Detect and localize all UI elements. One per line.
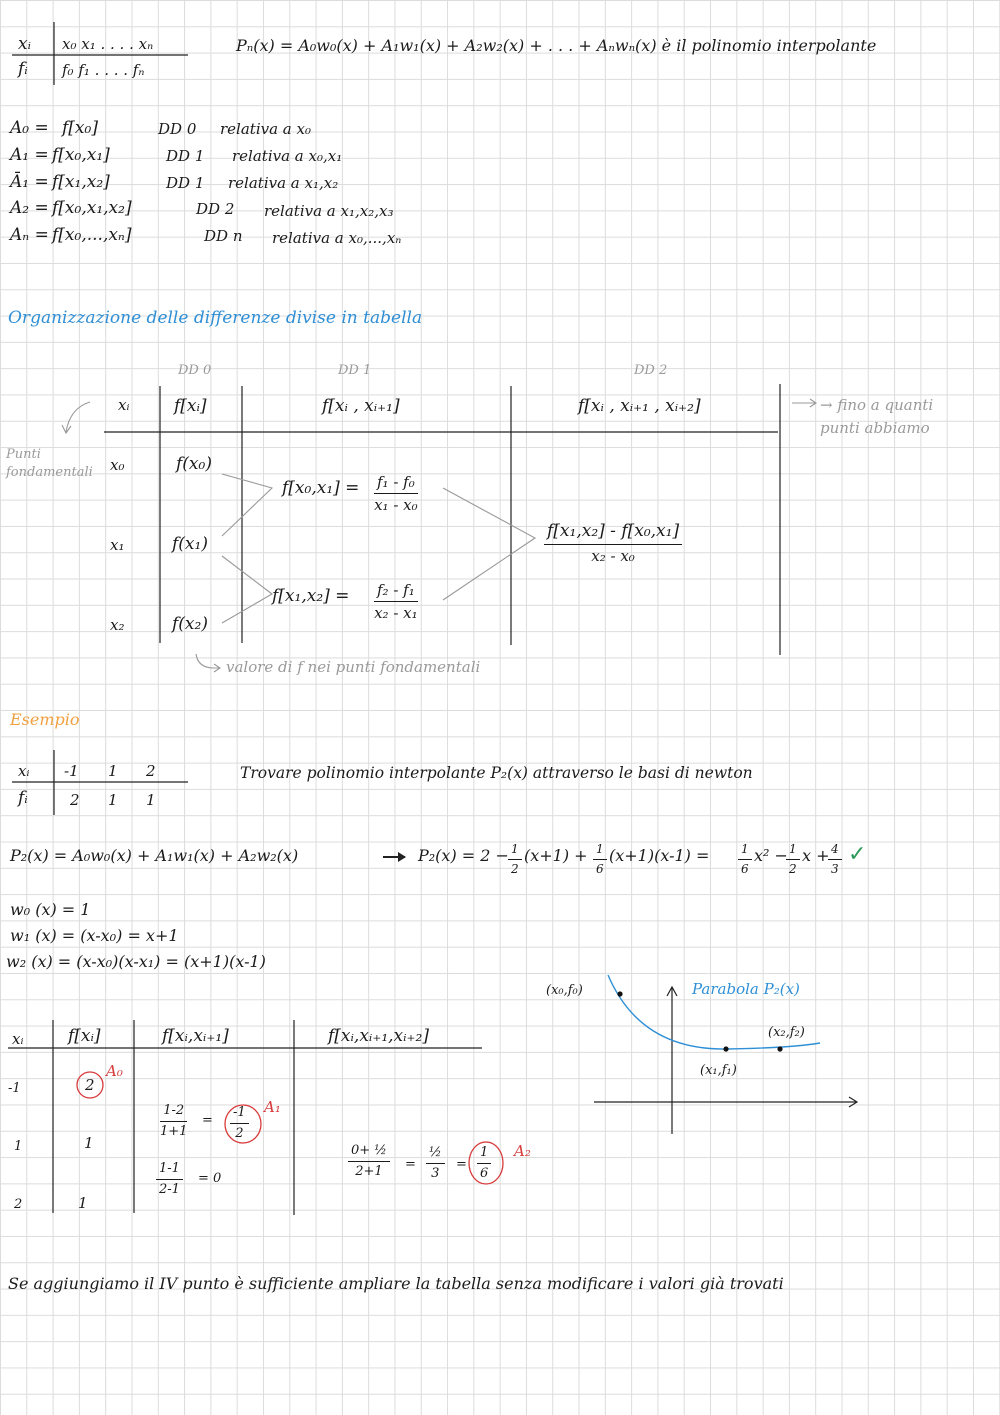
coef-desc: relativa a x₀ bbox=[220, 120, 311, 138]
a1-label: A₁ bbox=[264, 1098, 281, 1116]
dd1-second-num: f₂ - f₁ bbox=[374, 582, 418, 602]
row-x2: x₂ bbox=[110, 616, 125, 634]
top-table-x-values: x₀ x₁ . . . . xₙ bbox=[62, 35, 154, 53]
ex-equals: = bbox=[202, 1113, 213, 1128]
top-table-f-values: f₀ f₁ . . . . fₙ bbox=[62, 61, 145, 79]
row-x1: x₁ bbox=[110, 536, 125, 554]
ex-equals: = bbox=[456, 1157, 467, 1172]
coef-dd: DD 0 bbox=[158, 120, 197, 138]
a1-value: $\frac{-1}{2}$ bbox=[230, 1106, 249, 1142]
dd1-first-lhs: f[x₀,x₁] = bbox=[282, 478, 360, 498]
frac-half: $\frac{1}{2}$ bbox=[508, 843, 522, 877]
p2-mid2: (x+1)(x-1) = bbox=[609, 846, 710, 865]
dd1-label: DD 1 bbox=[338, 363, 372, 378]
coef-expr: f[x₁,x₂] bbox=[52, 172, 110, 192]
parabola-label: Parabola P₂(x) bbox=[692, 980, 800, 998]
coef-dd: DD n bbox=[204, 227, 243, 245]
frac-result-c: $\frac{4}{3}$ bbox=[828, 843, 842, 877]
top-table-x-label: xᵢ bbox=[18, 34, 32, 54]
a2-label: A₂ bbox=[514, 1142, 531, 1160]
ex-header-dd1: f[xᵢ,xᵢ₊₁] bbox=[162, 1026, 229, 1046]
ex-header-xi: xᵢ bbox=[12, 1030, 24, 1048]
side-note: → fino a quanti punti abbiamo bbox=[820, 396, 934, 437]
closing-note: Se aggiungiamo il IV punto è sufficiente ampliare la tabella senza modificare i valori già trovati bbox=[8, 1274, 784, 1293]
dd1-first-num: f₁ - f₀ bbox=[374, 474, 418, 494]
header-dd1: f[xᵢ , xᵢ₊₁] bbox=[322, 396, 400, 416]
interpolating-polynomial: Pₙ(x) = A₀w₀(x) + A₁w₁(x) + A₂w₂(x) + . . . + Aₙwₙ(x) è il polinomio interpolante bbox=[236, 36, 877, 55]
example-task: Trovare polinomio interpolante P₂(x) attraverso le basi di newton bbox=[240, 764, 753, 782]
result-b-tail: x + bbox=[802, 846, 830, 865]
row-f-x2: f(x₂) bbox=[172, 614, 208, 634]
dd2-fraction bbox=[544, 522, 682, 565]
header-xi: xᵢ bbox=[118, 396, 130, 414]
bottom-note: valore di f nei punti fondamentali bbox=[226, 658, 481, 676]
dd1-second-lhs: f[x₁,x₂] = bbox=[272, 586, 350, 606]
coef-desc: relativa a x₁,x₂ bbox=[228, 174, 339, 192]
example-title: Esempio bbox=[10, 710, 80, 729]
example-x-val: 1 bbox=[108, 762, 118, 780]
example-f-val: 2 bbox=[70, 791, 80, 809]
coef-desc: relativa a x₀,...,xₙ bbox=[272, 229, 402, 247]
ex-header-dd2: f[xᵢ,xᵢ₊₁,xᵢ₊₂] bbox=[328, 1026, 429, 1046]
point-label-2: (x₂,f₂) bbox=[768, 1025, 805, 1040]
ex-x: 1 bbox=[14, 1139, 23, 1154]
example-f-val: 1 bbox=[108, 791, 118, 809]
coef-lhs: Aₙ = bbox=[10, 225, 49, 245]
dd2-num: f[x₁,x₂] - f[x₀,x₁] bbox=[544, 522, 682, 545]
example-x-val: -1 bbox=[64, 762, 79, 780]
ex-f: 1 bbox=[84, 1134, 94, 1152]
frac-result-a: $\frac{1}{6}$ bbox=[738, 843, 752, 877]
p2-result-start: P₂(x) = 2 − bbox=[418, 846, 509, 865]
punti-fondamentali-note: Punti fondamentali bbox=[6, 447, 93, 481]
w2-def: w₂ (x) = (x-x₀)(x-x₁) = (x+1)(x-1) bbox=[6, 952, 266, 971]
example-f-val: 1 bbox=[146, 791, 156, 809]
check-icon: ✓ bbox=[848, 842, 867, 867]
coef-dd: DD 1 bbox=[166, 174, 205, 192]
row-f-x0: f(x₀) bbox=[176, 454, 212, 474]
header-f-xi: f[xᵢ] bbox=[174, 396, 207, 416]
ex-header-f: f[xᵢ] bbox=[68, 1026, 101, 1046]
coef-desc: relativa a x₁,x₂,x₃ bbox=[264, 202, 394, 220]
dd1-second-fraction bbox=[374, 582, 418, 623]
ex-equals: = bbox=[405, 1157, 416, 1172]
ex-dd2-mid: ½ 3 bbox=[426, 1146, 445, 1182]
ex-dd1-first: $\frac{1-2}{1+1}$ bbox=[160, 1103, 188, 1139]
coef-expr: f[x₀,x₁,x₂] bbox=[52, 198, 132, 218]
example-f-label: fᵢ bbox=[18, 788, 28, 808]
coef-lhs: Ā₁ = bbox=[10, 172, 49, 192]
p2-mid: (x+1) + bbox=[524, 846, 588, 865]
ex-f: 1 bbox=[78, 1194, 88, 1212]
dd1-second-den: x₂ - x₁ bbox=[374, 604, 418, 623]
w0-def: w₀ (x) = 1 bbox=[10, 900, 91, 919]
frac-sixth: $\frac{1}{6}$ bbox=[593, 843, 607, 877]
p2-general: P₂(x) = A₀w₀(x) + A₁w₁(x) + A₂w₂(x) bbox=[10, 846, 299, 865]
dd1-first-den: x₁ - x₀ bbox=[374, 496, 418, 515]
coef-expr: f[x₀,x₁] bbox=[52, 145, 110, 165]
coef-lhs: A₂ = bbox=[10, 198, 49, 218]
dd0-label: DD 0 bbox=[178, 363, 212, 378]
dd2-den: x₂ - x₀ bbox=[591, 546, 635, 565]
dd1-first-fraction bbox=[374, 474, 418, 515]
a2-value: $\frac{1}{6}$ bbox=[477, 1146, 491, 1182]
example-x-val: 2 bbox=[146, 762, 156, 780]
row-x0: x₀ bbox=[110, 456, 125, 474]
point-label-0: (x₀,f₀) bbox=[546, 983, 583, 998]
coef-expr: f[x₀] bbox=[62, 118, 98, 138]
coef-desc: relativa a x₀,x₁ bbox=[232, 147, 343, 165]
section-title-divided-differences: Organizzazione delle differenze divise in tabella bbox=[8, 308, 423, 328]
ex-x: 2 bbox=[14, 1197, 23, 1212]
ex-x: -1 bbox=[8, 1081, 21, 1096]
header-dd2: f[xᵢ , xᵢ₊₁ , xᵢ₊₂] bbox=[578, 396, 701, 416]
point-label-1: (x₁,f₁) bbox=[700, 1063, 737, 1078]
ex-dd1-second: $\frac{1-1}{2-1}$ bbox=[156, 1162, 183, 1198]
ex-f-a0: 2 bbox=[85, 1076, 95, 1094]
example-x-label: xᵢ bbox=[18, 762, 30, 780]
coef-dd: DD 1 bbox=[166, 147, 205, 165]
result-a-tail: x² − bbox=[754, 846, 788, 865]
coef-dd: DD 2 bbox=[196, 200, 235, 218]
w1-def: w₁ (x) = (x-x₀) = x+1 bbox=[10, 926, 179, 945]
top-table-f-label: fᵢ bbox=[18, 59, 28, 79]
a0-label: A₀ bbox=[106, 1062, 123, 1080]
coef-lhs: A₀ = bbox=[10, 118, 49, 138]
ex-dd2: $\frac{\text{0+ ½}}{2+1}$ bbox=[348, 1144, 390, 1180]
row-f-x1: f(x₁) bbox=[172, 534, 208, 554]
coef-expr: f[x₀,...,xₙ] bbox=[52, 225, 132, 245]
coef-lhs: A₁ = bbox=[10, 145, 49, 165]
ex-dd1-second-val: = 0 bbox=[198, 1171, 222, 1186]
dd2-label: DD 2 bbox=[634, 363, 668, 378]
frac-result-b: $\frac{1}{2}$ bbox=[786, 843, 800, 877]
